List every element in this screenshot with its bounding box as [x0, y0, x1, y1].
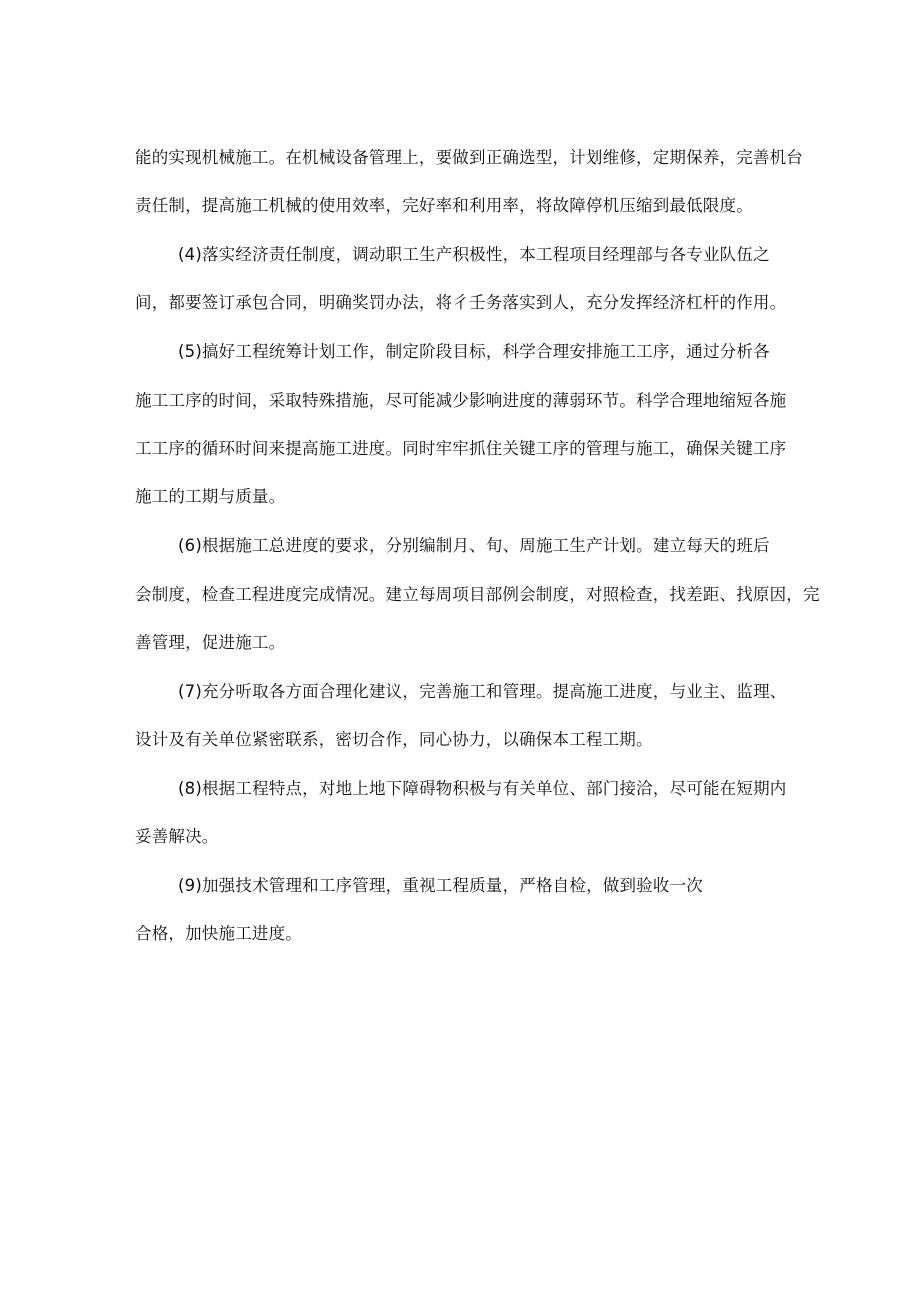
item-8-line-1: (8)根据工程特点，对地上地下障碍物积极与有关单位、部门接洽，尽可能在短期内: [178, 779, 787, 798]
item-5-line-2: 施工工序的时间，采取特殊措施，尽可能减少影响进度的薄弱环节。科学合理地缩短各施: [135, 391, 787, 410]
item-5-line-3: 工工序的循环时间来提高施工进度。同时牢牢抓住关键工序的管理与施工，确保关键工序: [135, 439, 787, 458]
item-5-line-1: (5)搞好工程统筹计划工作，制定阶段目标，科学合理安排施工工序，通过分析各: [178, 342, 770, 361]
item-7-line-1: (7)充分听取各方面合理化建议，完善施工和管理。提高施工进度，与业主、监理、: [178, 682, 787, 701]
item-6-line-3: 善管理，促进施工。: [135, 633, 286, 652]
item-9-line-2: 合格，加快施工进度。: [135, 924, 302, 943]
item-8-line-2: 妥善解决。: [135, 827, 219, 846]
text-line-2: 责任制，提高施工机械的使用效率，完好率和利用率，将故障停机压缩到最低限度。: [135, 196, 753, 215]
item-6-line-2: 会制度，检查工程进度完成情况。建立每周项目部例会制度，对照检查，找差距、找原因，完: [135, 585, 820, 604]
text-line-1: 能的实现机械施工。在机械设备管理上，要做到正确选型，计划维修，定期保养，完善机台: [135, 148, 803, 167]
item-6-line-1: (6)根据施工总进度的要求，分别编制月、旬、周施工生产计划。建立每天的班后: [178, 536, 770, 555]
item-7-line-2: 设计及有关单位紧密联系，密切合作，同心协力，以确保本工程工期。: [135, 730, 653, 749]
item-4-line-1: (4)落实经济责任制度，调动职工生产积极性，本工程项目经理部与各专业队伍之: [178, 245, 770, 264]
item-5-line-4: 施工的工期与质量。: [135, 487, 286, 506]
item-4-line-2: 间，都要签订承包合同，明确奖罚办法，将彳壬务落实到人，充分发挥经济杠杆的作用。: [135, 293, 787, 312]
item-9-line-1: (9)加强技术管理和工序管理，重视工程质量，严格自检，做到验收一次: [178, 876, 703, 895]
